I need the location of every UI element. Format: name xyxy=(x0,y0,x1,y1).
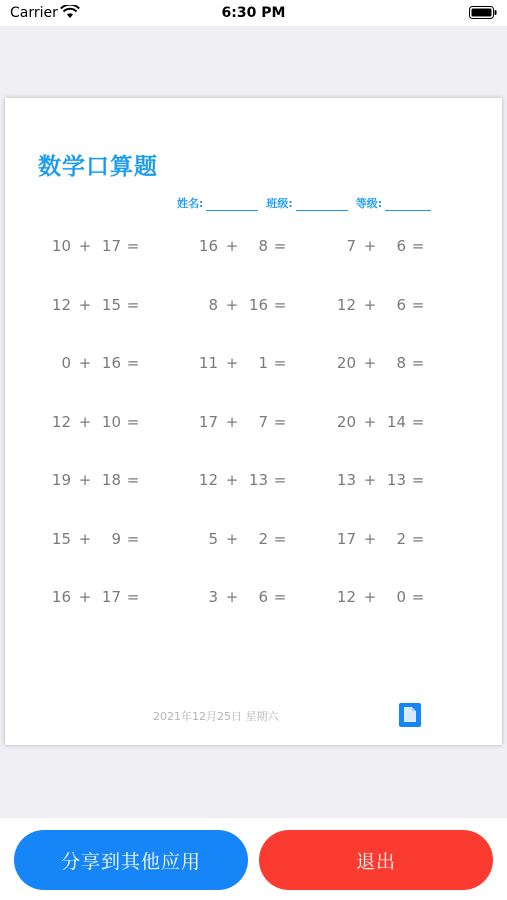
problem-operand-a: 8 xyxy=(208,295,218,314)
class-label: 班级: xyxy=(266,197,293,210)
exit-button-label: 退出 xyxy=(355,850,396,873)
problem-equals: = xyxy=(411,354,425,372)
problem-item xyxy=(43,354,163,372)
problem-operand-a: 10 xyxy=(51,237,71,255)
problem-operand-a: 12 xyxy=(198,471,218,489)
problem-item xyxy=(43,588,163,606)
problem-item xyxy=(190,296,310,314)
share-button[interactable] xyxy=(14,830,248,890)
problem-equals: = xyxy=(273,529,287,548)
problem-operand-a: 16 xyxy=(51,588,71,606)
problem-equals: = xyxy=(273,237,287,255)
problem-equals: = xyxy=(411,529,425,548)
share-button-label: 分享到其他应用 xyxy=(60,850,201,873)
problem-operand-b: 15 xyxy=(101,295,121,314)
problem-operand-b: 6 xyxy=(396,295,406,314)
status-bar xyxy=(0,0,507,26)
problem-item xyxy=(43,471,163,489)
problem-operand-b: 9 xyxy=(111,529,121,548)
problem-item xyxy=(190,413,310,431)
worksheet-card xyxy=(5,98,502,745)
problem-operand-b: 1 xyxy=(258,354,268,372)
problem-equals: = xyxy=(126,295,140,314)
name-label: 姓名: xyxy=(177,197,204,210)
problem-operand-b: 8 xyxy=(396,354,406,372)
problem-equals: = xyxy=(126,354,140,372)
problem-operand-b: 13 xyxy=(386,471,406,489)
problem-operator: + xyxy=(225,295,239,314)
problem-operator: + xyxy=(78,471,92,489)
problem-equals: = xyxy=(411,588,425,606)
problem-operand-b: 2 xyxy=(396,529,406,548)
problem-equals: = xyxy=(411,412,425,431)
status-time: 6:30 PM xyxy=(221,5,286,21)
problem-operator: + xyxy=(225,354,239,372)
problem-item xyxy=(328,296,448,314)
problem-equals: = xyxy=(126,237,140,255)
problem-operand-a: 12 xyxy=(51,295,71,314)
problem-operand-a: 12 xyxy=(336,295,356,314)
problem-operand-a: 5 xyxy=(208,529,218,548)
problem-equals: = xyxy=(411,237,425,255)
problem-operand-a: 0 xyxy=(61,354,71,372)
problem-operand-b: 14 xyxy=(386,412,406,431)
problem-operand-b: 6 xyxy=(258,588,268,606)
problem-operand-a: 12 xyxy=(336,588,356,606)
carrier-label: Carrier xyxy=(10,5,58,21)
problem-operand-a: 16 xyxy=(198,237,218,255)
problem-item xyxy=(328,413,448,431)
problem-item xyxy=(328,530,448,548)
problem-equals: = xyxy=(126,529,140,548)
problem-operand-a: 20 xyxy=(336,354,356,372)
problem-operator: + xyxy=(78,237,92,255)
problem-operator: + xyxy=(363,588,377,606)
problem-operand-a: 12 xyxy=(51,412,71,431)
problem-operand-a: 13 xyxy=(336,471,356,489)
problem-item xyxy=(190,471,310,489)
problem-item xyxy=(43,530,163,548)
problem-operator: + xyxy=(225,237,239,255)
problem-operator: + xyxy=(225,471,239,489)
problem-operator: + xyxy=(78,412,92,431)
problem-operand-b: 6 xyxy=(396,237,406,255)
problem-item xyxy=(328,237,448,255)
problem-operand-b: 16 xyxy=(101,354,121,372)
bottom-action-bar xyxy=(0,818,507,900)
problem-operator: + xyxy=(363,529,377,548)
problem-operator: + xyxy=(363,295,377,314)
problem-operand-b: 0 xyxy=(396,588,406,606)
problem-operator: + xyxy=(363,471,377,489)
problem-item xyxy=(328,471,448,489)
problem-operand-b: 10 xyxy=(101,412,121,431)
problem-operator: + xyxy=(363,412,377,431)
problem-operator: + xyxy=(225,529,239,548)
problem-operand-b: 17 xyxy=(101,237,121,255)
problem-operand-b: 7 xyxy=(258,412,268,431)
problem-operator: + xyxy=(225,588,239,606)
problem-item xyxy=(43,237,163,255)
problem-operator: + xyxy=(363,237,377,255)
document-icon[interactable] xyxy=(399,703,421,727)
problem-operand-b: 18 xyxy=(101,471,121,489)
problem-equals: = xyxy=(273,412,287,431)
problem-operand-a: 19 xyxy=(51,471,71,489)
problem-operand-a: 3 xyxy=(208,588,218,606)
problem-operand-b: 16 xyxy=(248,295,268,314)
problem-operator: + xyxy=(78,354,92,372)
problem-item xyxy=(190,237,310,255)
problem-item xyxy=(190,588,310,606)
problem-equals: = xyxy=(411,295,425,314)
exit-button[interactable] xyxy=(259,830,493,890)
problem-grid xyxy=(5,98,502,658)
problem-item xyxy=(190,354,310,372)
problem-item xyxy=(328,354,448,372)
problem-equals: = xyxy=(273,295,287,314)
problem-equals: = xyxy=(273,588,287,606)
problem-operand-a: 11 xyxy=(198,354,218,372)
problem-equals: = xyxy=(126,588,140,606)
problem-item xyxy=(190,530,310,548)
problem-item xyxy=(328,588,448,606)
problem-operand-a: 7 xyxy=(346,237,356,255)
problem-equals: = xyxy=(411,471,425,489)
problem-operand-b: 2 xyxy=(258,529,268,548)
problem-operand-a: 20 xyxy=(336,412,356,431)
problem-equals: = xyxy=(273,471,287,489)
grade-label: 等级: xyxy=(355,197,383,210)
battery-icon xyxy=(469,6,497,19)
problem-operator: + xyxy=(78,295,92,314)
problem-equals: = xyxy=(126,412,140,431)
problem-operand-a: 17 xyxy=(198,412,218,431)
problem-operator: + xyxy=(78,588,92,606)
problem-operator: + xyxy=(78,529,92,548)
worksheet-title: 数学口算题 xyxy=(38,154,158,180)
problem-operand-b: 13 xyxy=(248,471,268,489)
problem-equals: = xyxy=(126,471,140,489)
problem-operand-b: 8 xyxy=(258,237,268,255)
problem-equals: = xyxy=(273,354,287,372)
problem-operand-a: 17 xyxy=(336,529,356,548)
problem-operator: + xyxy=(363,354,377,372)
problem-item xyxy=(43,296,163,314)
problem-item xyxy=(43,413,163,431)
problem-operand-b: 17 xyxy=(101,588,121,606)
problem-operand-a: 15 xyxy=(51,529,71,548)
worksheet-date: 2021年12月25日 星期六 xyxy=(153,710,279,723)
problem-operator: + xyxy=(225,412,239,431)
